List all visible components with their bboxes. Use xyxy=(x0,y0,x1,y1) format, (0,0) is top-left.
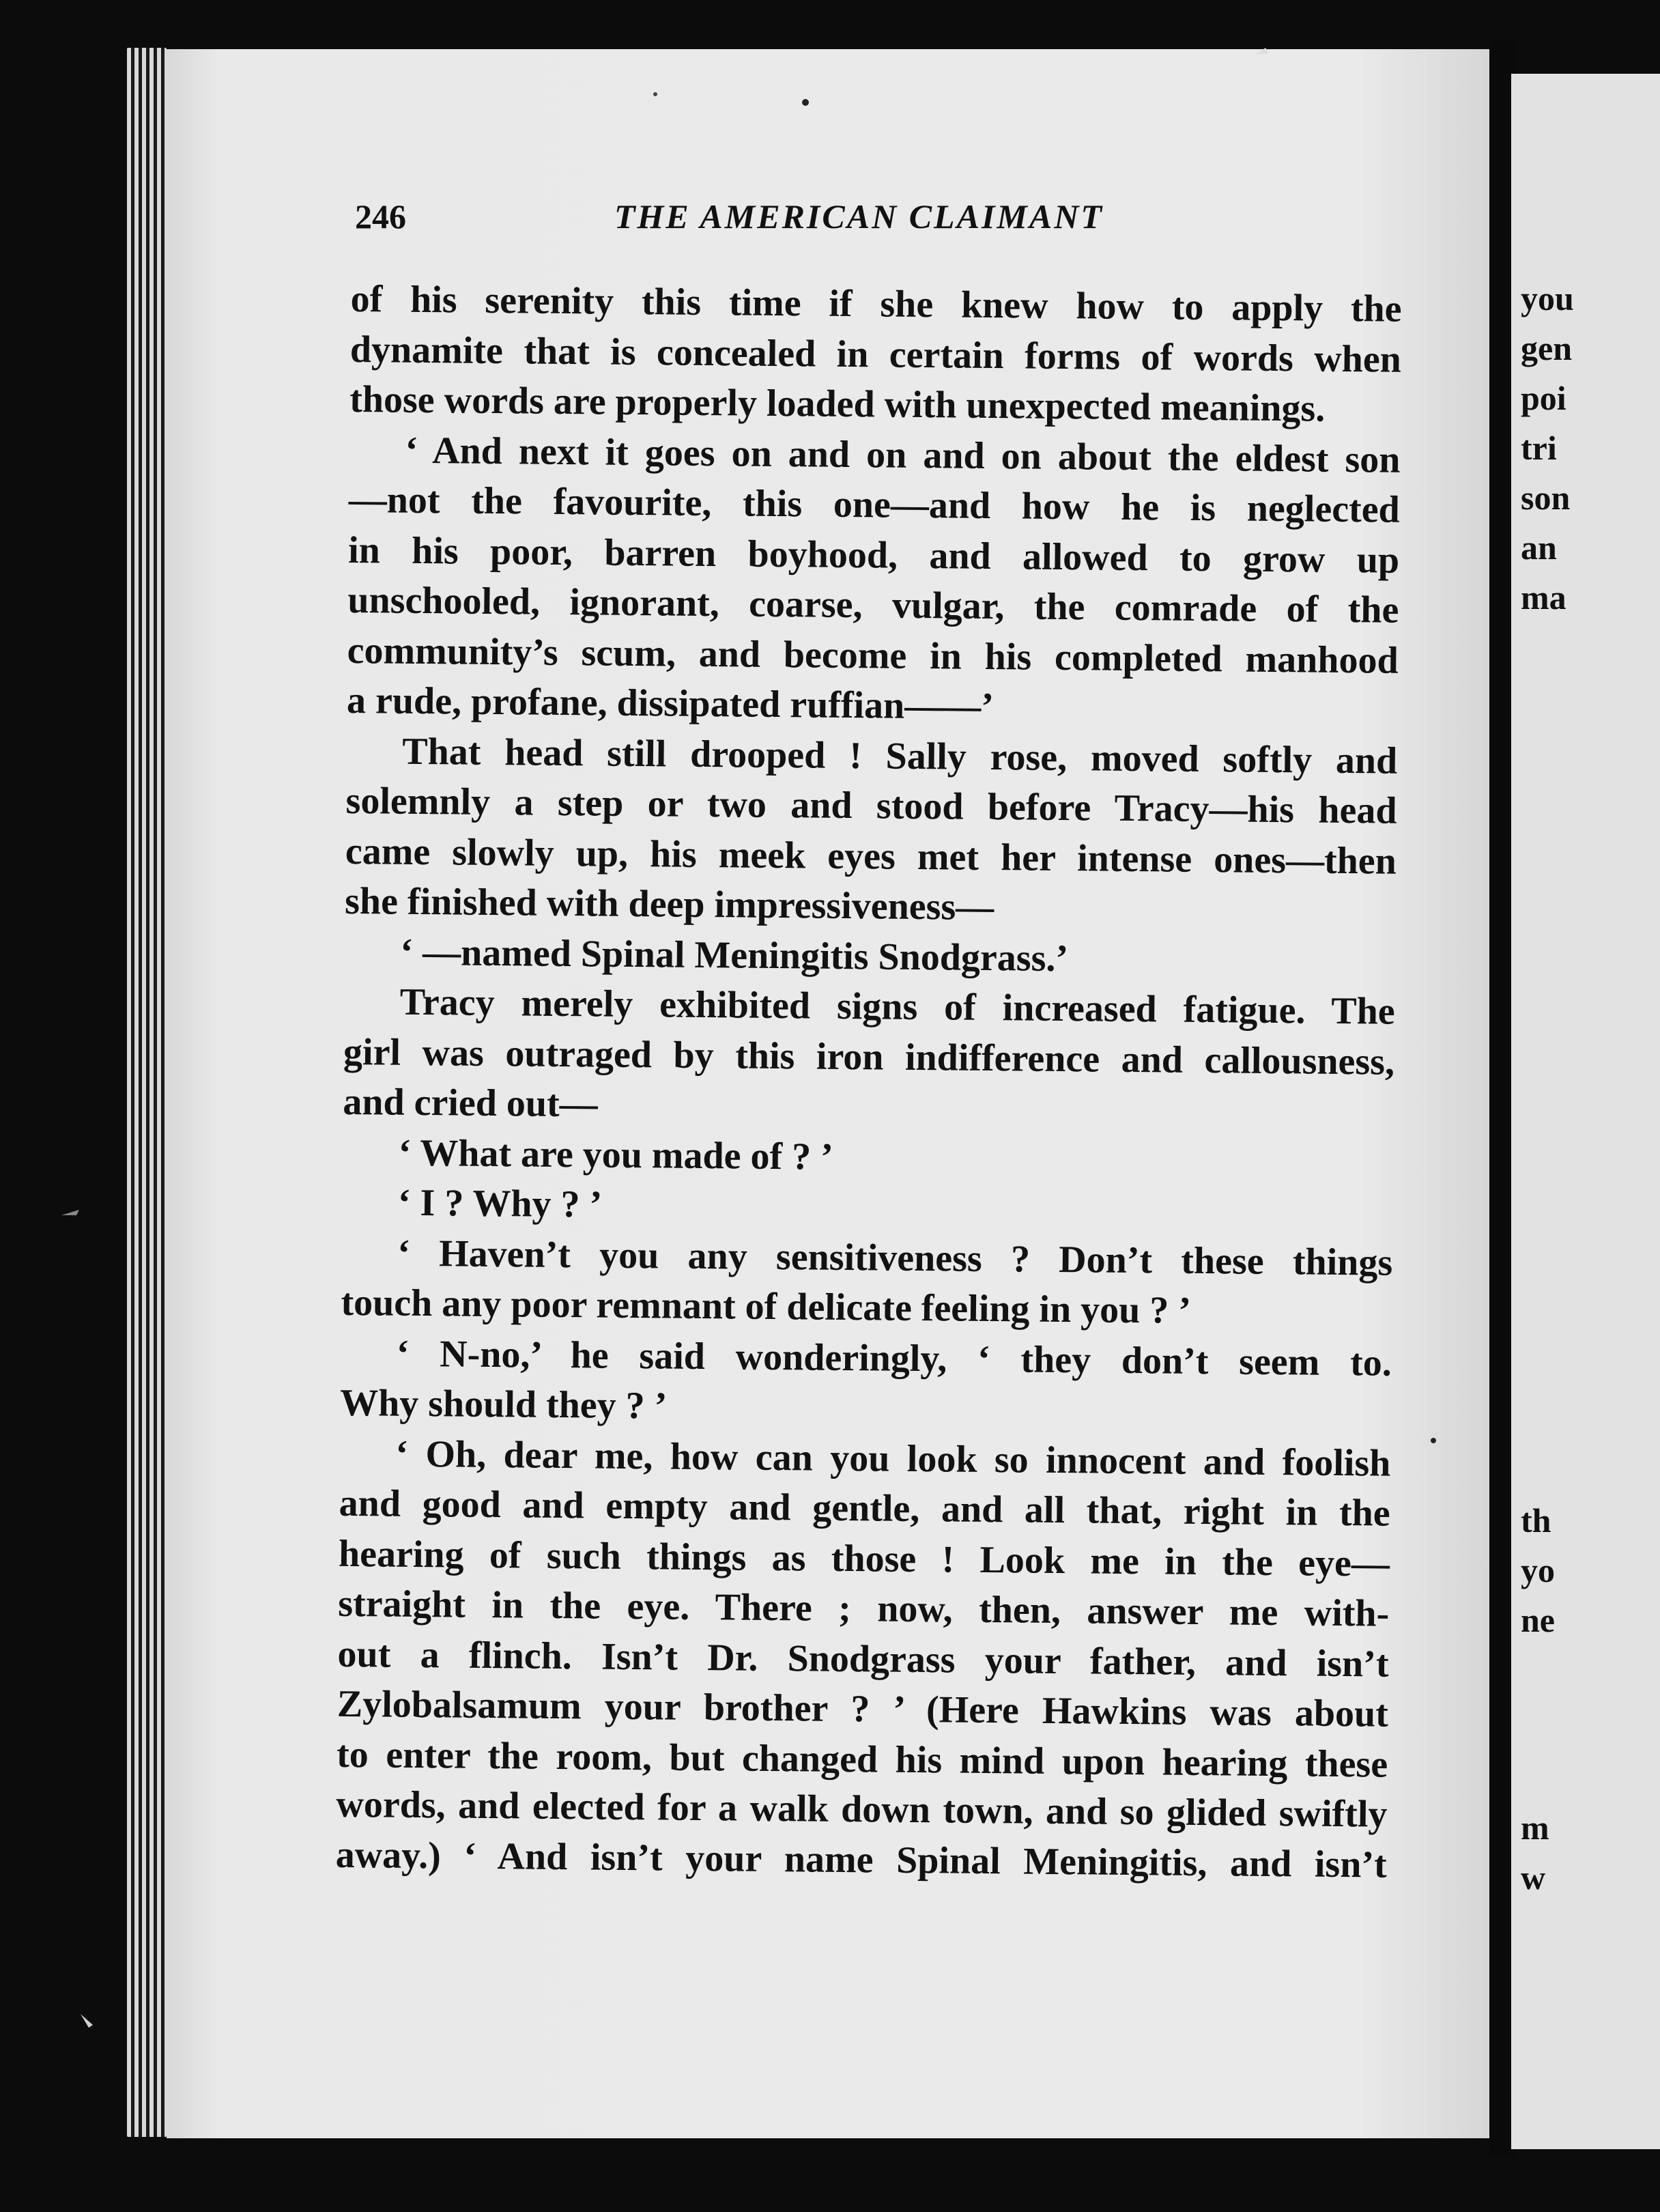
body-text xyxy=(335,274,1402,1890)
facing-page-fragment: son xyxy=(1521,479,1571,517)
facing-page xyxy=(1511,74,1660,2149)
text-line: community’s scum, and become in his completed manhood xyxy=(347,629,1399,682)
facing-page-fragment: gen xyxy=(1521,329,1572,367)
facing-page-fragment: th xyxy=(1521,1501,1551,1540)
text-line: ‘ I ? Why ? ’ xyxy=(397,1181,603,1226)
running-title: THE AMERICAN CLAIMANT xyxy=(614,197,1104,236)
text-line: Zylobalsamum your brother ? ’ (Here Hawkins was about xyxy=(337,1682,1389,1735)
text-line: ‘ N-no,’ he said wonderingly, ‘ they don’t seem to. xyxy=(396,1332,1392,1385)
text-line: ‘ Oh, dear me, how can you look so innocent and foolish xyxy=(395,1432,1391,1485)
text-line: of his serenity this time if she knew how to apply the xyxy=(350,277,1402,330)
facing-page-fragment: ma xyxy=(1521,578,1566,616)
facing-page-fragment: tri xyxy=(1521,429,1557,467)
text-line: ‘ What are you made of ? ’ xyxy=(398,1131,834,1178)
text-line: a rude, profane, dissipated ruffian——’ xyxy=(346,679,994,728)
text-line: straight in the eye. There ; now, then, answer me with- xyxy=(338,1582,1390,1635)
text-line: came slowly up, his meek eyes met her intense ones—then xyxy=(345,830,1397,883)
facing-page-fragment: w xyxy=(1521,1858,1546,1897)
text-line: ‘ And next it goes on and on and on about the eldest son xyxy=(405,429,1401,481)
facing-page-fragment: yo xyxy=(1521,1551,1555,1589)
text-line: Tracy merely exhibited signs of increased fatigue. The xyxy=(399,980,1396,1033)
text-line: out a flinch. Isn’t Dr. Snodgrass your father, and isn’t xyxy=(337,1632,1389,1686)
text-line: That head still drooped ! Sally rose, moved softly and xyxy=(402,730,1398,782)
text-line: touch any poor remnant of delicate feeling in you ? ’ xyxy=(341,1281,1192,1332)
text-line: and cried out— xyxy=(343,1080,599,1126)
book-spine-edge xyxy=(127,48,167,2137)
facing-page-fragment: ne xyxy=(1521,1601,1555,1639)
facing-page-fragment: poi xyxy=(1521,379,1566,417)
text-line: dynamite that is concealed in certain forms of words when xyxy=(349,328,1402,381)
text-line: those words are properly loaded with unexpected meanings. xyxy=(349,378,1326,430)
text-line: unschooled, ignorant, coarse, vulgar, the comrade of the xyxy=(347,578,1399,632)
text-line: away.) ‘ And isn’t your name Spinal Meningitis, and isn’t xyxy=(335,1833,1388,1886)
text-line: hearing of such things as those ! Look me in the eye— xyxy=(338,1532,1390,1585)
text-line: solemnly a step or two and stood before Tracy—his head xyxy=(345,779,1397,832)
text-line: in his poor, barren boyhood, and allowed to grow up xyxy=(347,528,1400,582)
facing-page-fragment: m xyxy=(1521,1809,1549,1847)
facing-page-fragment: an xyxy=(1521,528,1557,567)
text-line: Why should they ? ’ xyxy=(339,1381,668,1428)
text-line: she finished with deep impressiveness— xyxy=(344,879,994,929)
text-line: words, and elected for a walk down town, and so glided swiftly xyxy=(336,1783,1388,1836)
facing-page-fragment: you xyxy=(1521,279,1574,317)
text-line: and good and empty and gentle, and all that, right in the xyxy=(339,1481,1390,1535)
text-line: —not the favourite, this one—and how he is neglected xyxy=(348,478,1401,531)
text-line: ‘ Haven’t you any sensitiveness ? Don’t these things xyxy=(397,1232,1393,1284)
text-line: to enter the room, but changed his mind upon hearing these xyxy=(336,1733,1388,1786)
page-number: 246 xyxy=(355,197,406,236)
page-header xyxy=(355,197,1392,244)
text-line: ‘ —named Spinal Meningitis Snodgrass.’ xyxy=(400,931,1069,980)
text-line: girl was outraged by this iron indifference and callousness, xyxy=(343,1030,1395,1083)
